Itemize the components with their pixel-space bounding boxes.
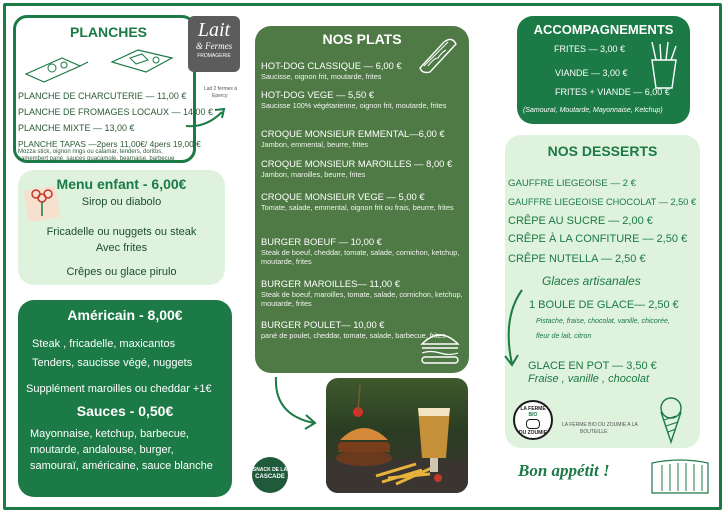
glaces-title: Glaces artisanales [542,274,641,288]
plat-name: CROQUE MONSIEUR MAROILLES — 8,00 € [261,158,453,169]
logo-text: Lait [197,19,231,41]
logo-text: FROMAGERIE [197,53,231,59]
plat-description: Saucisse, oignon frit, moutarde, frites [261,72,382,81]
curved-arrow-icon [182,96,232,132]
plat-name: HOT-DOG CLASSIQUE — 6,00 € [261,60,402,71]
fries-icon [644,40,684,90]
plat-description: pané de poulet, cheddar, tomate, salade, barbecue, frites [261,331,446,340]
planche-item: PLANCHE DE CHARCUTERIE — 11,00 € [18,91,187,101]
burger-beer-photo [326,378,468,493]
accompagnements-title: ACCOMPAGNEMENTS [533,22,674,37]
accompagnement-item: FRITES — 3,00 € [554,44,626,54]
snack-cascade-logo [252,457,288,493]
dessert-item: GAUFFRE LIEGEOISE CHOCOLAT — 2,50 € [508,197,697,207]
plat-description: Saucisse 100% végétarienne, oignon frit, moutarde, frites [261,101,447,110]
ferme-zoumie-logo [513,400,553,440]
menu-enfant-line: Crêpes ou glace pirulo [66,266,177,278]
americain-title: Américain - 8,00€ [67,307,183,323]
plat-name: BURGER BOEUF — 10,00 € [261,236,382,247]
boule-glace: 1 BOULE DE GLACE— 2,50 € [529,299,679,311]
plat-description: Steak de boeuf, cheddar, tomate, salade, cornichon, ketchup, moutarde, frites [261,248,460,266]
plat-name: HOT-DOG VEGE — 5,50 € [261,89,375,100]
sauce-line: Mayonnaise, ketchup, barbecue, [30,428,189,440]
dessert-item: CRÊPE À LA CONFITURE — 2,50 € [508,233,688,245]
menu-enfant-line: Avec frites [95,242,148,254]
parfums: fleur de lait, citron [536,333,592,340]
ice-cream-icon [656,396,686,444]
ferme-logo-text: BIO [528,412,538,418]
planche-item: PLANCHE TAPAS —2pers 11,00€/ 4pers 19,00 € [18,139,201,149]
accompagnement-item: VIANDE — 3,00 € [555,68,628,78]
americain-line: Supplément maroilles ou cheddar +1€ [26,383,212,395]
logo-text: & Fermes [195,41,233,51]
bon-appetit: Bon appétit ! [518,461,610,480]
plat-name: CROQUE MONSIEUR EMMENTAL—6,00 € [261,128,445,139]
sauce-note: (Samouraï, Moutarde, Mayonnaise, Ketchup) [523,107,663,114]
tapas-description: Mozza stick, oignon rings ou calamar, tenders, doritos, [18,149,163,155]
glace-pot-parfums: Fraise , vanille , chocolat [528,373,650,385]
planche-item: PLANCHE MIXTE — 13,00 € [18,123,135,133]
plat-name: BURGER MAROILLES— 11,00 € [261,278,400,289]
planches-title: PLANCHES [70,24,148,40]
americain-line: Steak , fricadelle, maxicantos [32,338,176,350]
curved-arrow-icon [500,288,526,368]
ferme-logo-text: LA FERME [520,406,546,412]
planche-item: PLANCHE DE FROMAGES LOCAUX — 14,00 € [18,107,214,117]
glace-pot: GLACE EN POT — 3,50 € [528,360,657,372]
accompagnement-item: FRITES + VIANDE — 6,00 € [555,87,670,97]
snack-logo-text: CASCADE [255,474,285,480]
ferme-note: LA FERME BIO DU ZOUMIE A LA [562,422,638,428]
plat-description: Jambon, emmental, beurre, frites [261,140,369,149]
sauce-line: moutarde, andalouse, burger, [30,444,174,456]
menu-enfant-line: Fricadelle ou nuggets ou steak [46,226,197,238]
tapas-description: camembert pané, sauces guacamole, bearnaise, barbecue [18,156,175,162]
plat-name: BURGER POULET— 10,00 € [261,319,385,330]
lait-fermes-logo [188,16,240,72]
ferme-logo-text: DU ZOUMIE [518,430,548,436]
menu-enfant-line: Sirop ou diabolo [81,196,162,208]
sauces-title: Sauces - 0,50€ [76,403,174,419]
americain-line: Tenders, saucisse végé, nuggets [32,357,193,369]
snack-logo-text: SNACK DE LA [252,467,288,473]
plat-description: Tomate, salade, emmental, oignon frit ou frais, beurre, frites [261,203,454,212]
charcuterie-board-icon [22,44,92,84]
dessert-item: CRÊPE NUTELLA — 2,50 € [508,253,646,265]
plat-description: Steak de boeuf, maroilles, tomate, salade, cornichon, ketchup, moutarde, frites [261,290,463,308]
burger-icon [418,326,462,370]
waterfall-icon [648,455,712,495]
sauce-line: samouraï, américaine, sauce blanche [30,460,213,472]
cow-icon [526,419,540,429]
dessert-item: CRÊPE AU SUCRE — 2,00 € [508,215,653,227]
dessert-item: GAUFFRE LIEGEOISE — 2 € [508,178,636,189]
plat-description: Jambon, maroilles, beurre, frites [261,170,366,179]
desserts-title: NOS DESSERTS [547,143,658,159]
cheese-board-icon [108,42,178,78]
ferme-note: BOUTEILLE [580,429,608,435]
curved-arrow-icon [270,375,320,435]
menu-enfant-title: Menu enfant - 6,00€ [56,176,187,192]
hot-dog-icon [414,34,458,74]
lait-note: Epercy [212,93,228,99]
burger-photo-art [326,378,468,493]
nos-plats-title: NOS PLATS [322,31,402,47]
parfums: Pistache, fraise, chocolat, vanille, chicorée, [536,318,670,325]
lait-note: Lait 2 fermes à [204,86,238,92]
plat-name: CROQUE MONSIEUR VEGE — 5,00 € [261,191,425,202]
